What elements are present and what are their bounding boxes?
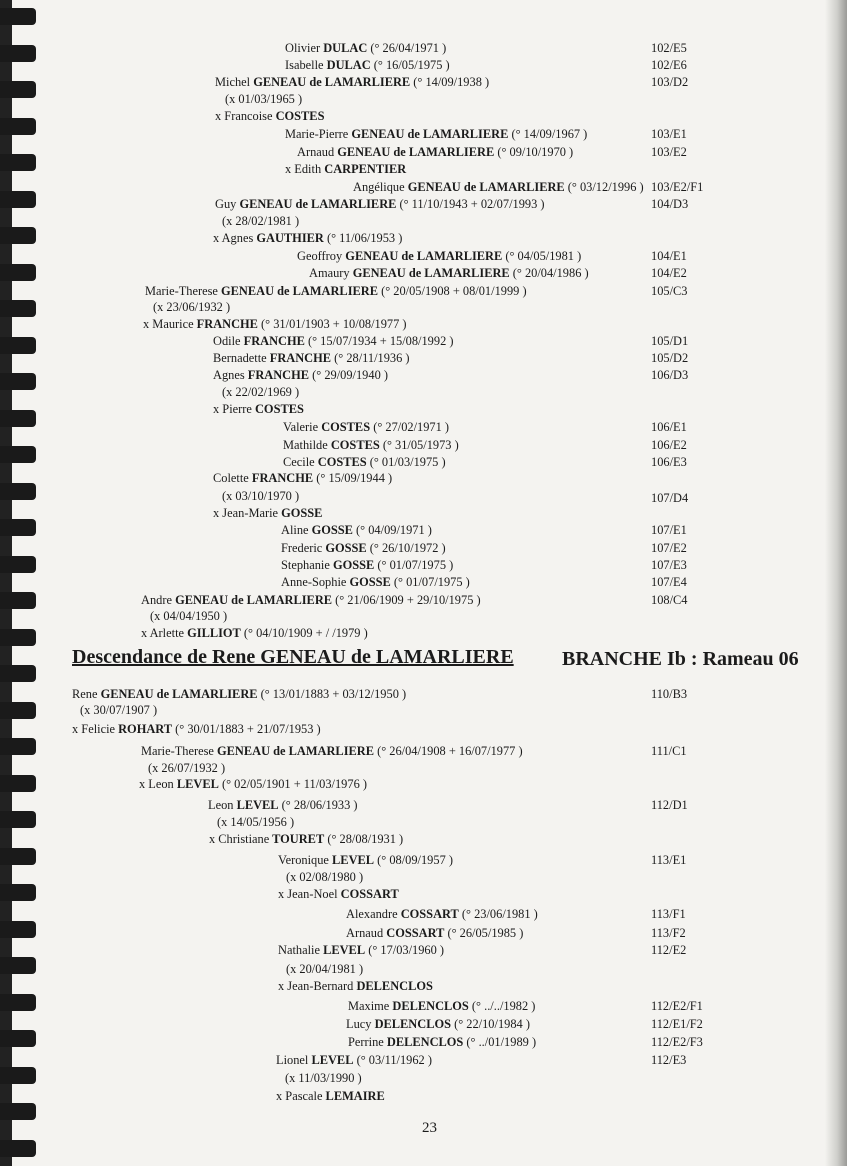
- life-dates: (° 14/09/1967 ): [508, 127, 588, 141]
- family-name: DELENCLOS: [383, 1035, 464, 1049]
- genealogy-entry: [72, 721, 321, 737]
- family-name: COSSART: [397, 907, 459, 921]
- marriage-prefix: x: [72, 722, 82, 736]
- family-name: GENEAU de LAMARLIERE: [342, 249, 503, 263]
- genealogy-entry: [213, 401, 304, 417]
- marriage-prefix: x: [209, 832, 219, 846]
- family-name: LEVEL: [328, 853, 375, 867]
- genealogy-entry: [297, 144, 573, 160]
- given-name: Christiane: [218, 832, 270, 846]
- genealogy-entry: [215, 74, 489, 90]
- given-name: (x 22/02/1969 ): [222, 385, 300, 399]
- given-name: (x 02/08/1980 ): [286, 870, 364, 884]
- family-name: FRANCHE: [248, 471, 314, 485]
- given-name: (x 30/07/1907 ): [80, 703, 158, 717]
- given-name: Agnes: [213, 368, 245, 382]
- given-name: Leon: [148, 777, 174, 791]
- given-name: Arnaud: [346, 926, 384, 940]
- genealogy-entry: [141, 743, 523, 759]
- life-dates: (° 26/05/1985 ): [444, 926, 524, 940]
- marriage-prefix: x: [213, 506, 223, 520]
- given-name: (x 03/10/1970 ): [222, 489, 300, 503]
- family-name: GENEAU de LAMARLIERE: [349, 266, 510, 280]
- genealogy-reference: 105/D1: [651, 334, 689, 348]
- given-name: Lucy: [346, 1017, 372, 1031]
- genealogy-entry: [278, 942, 444, 958]
- family-name: GENEAU de LAMARLIERE: [171, 593, 333, 607]
- family-name: DULAC: [323, 58, 371, 72]
- genealogy-entry: [278, 886, 399, 902]
- genealogy-reference: 110/B3: [651, 687, 688, 701]
- family-name: LEVEL: [308, 1053, 354, 1067]
- given-name: Edith: [294, 162, 322, 176]
- genealogy-entry: [346, 925, 523, 941]
- family-name: GAUTHIER: [253, 231, 324, 245]
- genealogy-reference: 106/E2: [651, 438, 687, 452]
- given-name: Pierre: [222, 402, 252, 416]
- genealogy-entry: [213, 367, 388, 383]
- genealogy-entry: [281, 574, 470, 590]
- genealogy-reference: 112/D1: [651, 798, 688, 812]
- life-dates: (° 03/12/1996 ): [564, 180, 644, 194]
- life-dates: (° 21/06/1909 + 29/10/1975 ): [332, 593, 481, 607]
- given-name: Alexandre: [346, 907, 398, 921]
- genealogy-reference: 106/E3: [651, 455, 687, 469]
- family-name: DELENCLOS: [371, 1017, 451, 1031]
- given-name: Arlette: [149, 626, 185, 640]
- given-name: Anne-Sophie: [281, 575, 347, 589]
- given-name: Leon: [208, 798, 234, 812]
- family-name: GENEAU de LAMARLIERE: [250, 75, 411, 89]
- genealogy-entry: [283, 454, 446, 470]
- given-name: Guy: [215, 197, 237, 211]
- given-name: Cecile: [283, 455, 315, 469]
- life-dates: (° 20/04/1986 ): [509, 266, 589, 280]
- given-name: Isabelle: [285, 58, 324, 72]
- life-dates: (° 20/05/1908 + 08/01/1999 ): [378, 284, 527, 298]
- given-name: Olivier: [285, 41, 321, 55]
- given-name: (x 23/06/1932 ): [153, 300, 231, 314]
- marriage-prefix: x: [278, 887, 288, 901]
- marriage-prefix: x: [276, 1089, 286, 1103]
- genealogy-reference: 102/E6: [651, 58, 687, 72]
- genealogy-reference: 104/E2: [651, 266, 687, 280]
- genealogy-reference: 105/D2: [651, 351, 689, 365]
- page-number: 23: [422, 1120, 437, 1136]
- section-title: Descendance de Rene GENEAU de LAMARLIERE: [72, 646, 514, 668]
- marriage-prefix: x: [285, 162, 295, 176]
- family-name: GOSSE: [278, 506, 323, 520]
- family-name: FRANCHE: [266, 351, 332, 365]
- genealogy-entry: [213, 470, 392, 486]
- life-dates: (° 01/07/1975 ): [374, 558, 454, 572]
- family-name: DELENCLOS: [389, 999, 469, 1013]
- marriage-prefix: x: [139, 777, 149, 791]
- given-name: Veronique: [278, 853, 329, 867]
- given-name: Lionel: [276, 1053, 309, 1067]
- life-dates: (° 28/06/1933 ): [278, 798, 358, 812]
- genealogy-entry: [213, 333, 454, 349]
- genealogy-entry: [278, 978, 433, 994]
- family-name: LEMAIRE: [322, 1089, 385, 1103]
- genealogy-reference: 113/F1: [651, 907, 686, 921]
- genealogy-entry: [80, 702, 157, 718]
- life-dates: (° 17/03/1960 ): [365, 943, 445, 957]
- genealogy-entry: [222, 384, 299, 400]
- life-dates: (° 04/09/1971 ): [352, 523, 432, 537]
- family-name: GENEAU de LAMARLIERE: [213, 744, 374, 758]
- family-name: GENEAU de LAMARLIERE: [236, 197, 397, 211]
- family-name: GENEAU de LAMARLIERE: [97, 687, 258, 701]
- family-name: GILLIOT: [184, 626, 241, 640]
- given-name: Michel: [215, 75, 251, 89]
- life-dates: (° 01/07/1975 ): [390, 575, 470, 589]
- genealogy-reference: 103/E1: [651, 127, 687, 141]
- life-dates: (° 26/10/1972 ): [366, 541, 446, 555]
- life-dates: (° 26/04/1971 ): [367, 41, 447, 55]
- life-dates: (° 29/09/1940 ): [309, 368, 388, 382]
- marriage-prefix: x: [213, 231, 222, 245]
- given-name: Marie-Therese: [141, 744, 214, 758]
- given-name: Rene: [72, 687, 98, 701]
- life-dates: (° 03/11/1962 ): [353, 1053, 432, 1067]
- genealogy-reference: 108/C4: [651, 593, 688, 607]
- genealogy-reference: 106/E1: [651, 420, 687, 434]
- given-name: Maxime: [348, 999, 390, 1013]
- given-name: Perrine: [348, 1035, 384, 1049]
- family-name: COSTES: [318, 420, 371, 434]
- family-name: COSSART: [383, 926, 445, 940]
- family-name: DELENCLOS: [353, 979, 433, 993]
- genealogy-reference: 112/E2/F3: [651, 1035, 703, 1049]
- family-name: GOSSE: [329, 558, 375, 572]
- given-name: (x 11/03/1990 ): [285, 1071, 362, 1085]
- genealogy-reference: 112/E1/F2: [651, 1017, 703, 1031]
- genealogy-reference: 103/E2/F1: [651, 180, 704, 194]
- genealogy-entry: [281, 557, 453, 573]
- family-name: GENEAU de LAMARLIERE: [217, 284, 378, 298]
- life-dates: (° 26/04/1908 + 16/07/1977 ): [374, 744, 523, 758]
- given-name: Jean-Bernard: [287, 979, 354, 993]
- genealogy-entry: [141, 592, 481, 608]
- genealogy-entry: [215, 108, 324, 124]
- genealogy-entry: [353, 179, 644, 195]
- given-name: (x 26/07/1932 ): [148, 761, 226, 775]
- family-name: CARPENTIER: [321, 162, 407, 176]
- given-name: Aline: [281, 523, 309, 537]
- genealogy-entry: [283, 419, 449, 435]
- genealogy-entry: [141, 625, 368, 641]
- genealogy-reference: 112/E2/F1: [651, 999, 703, 1013]
- life-dates: (° 23/06/1981 ): [458, 907, 538, 921]
- given-name: Marie-Pierre: [285, 127, 349, 141]
- genealogy-entry: [285, 40, 446, 56]
- genealogy-entry: [213, 230, 402, 246]
- genealogy-entry: [309, 265, 589, 281]
- given-name: Arnaud: [297, 145, 335, 159]
- family-name: LEVEL: [173, 777, 219, 791]
- genealogy-entry: [215, 196, 545, 212]
- marriage-prefix: x: [215, 109, 225, 123]
- given-name: Colette: [213, 471, 249, 485]
- genealogy-reference: 113/E1: [651, 853, 687, 867]
- genealogy-reference: 103/E2: [651, 145, 687, 159]
- given-name: Angélique: [353, 180, 405, 194]
- genealogy-reference: 106/D3: [651, 368, 689, 382]
- genealogy-reference: 112/E3: [651, 1053, 687, 1067]
- genealogy-entry: [283, 437, 459, 453]
- given-name: Valerie: [283, 420, 319, 434]
- family-name: GOSSE: [346, 575, 391, 589]
- given-name: Geoffroy: [297, 249, 343, 263]
- family-name: COSTES: [272, 109, 325, 123]
- genealogy-reference: 112/E2: [651, 943, 687, 957]
- genealogy-reference: 104/E1: [651, 249, 687, 263]
- given-name: Pascale: [285, 1089, 323, 1103]
- given-name: Felicie: [81, 722, 116, 736]
- marriage-prefix: x: [141, 626, 150, 640]
- family-name: COSTES: [251, 402, 304, 416]
- genealogy-entry: [213, 350, 410, 366]
- marriage-prefix: x: [213, 402, 223, 416]
- genealogy-entry: [209, 831, 403, 847]
- genealogy-entry: [348, 1034, 536, 1050]
- genealogy-entry: [213, 505, 322, 521]
- given-name: Jean-Marie: [222, 506, 279, 520]
- family-name: GOSSE: [308, 523, 353, 537]
- family-name: GENEAU de LAMARLIERE: [334, 145, 495, 159]
- life-dates: (° 28/11/1936 ): [331, 351, 410, 365]
- genealogy-entry: [281, 540, 446, 556]
- life-dates: (° 27/02/1971 ): [370, 420, 450, 434]
- genealogy-entry: [285, 57, 450, 73]
- given-name: Mathilde: [283, 438, 328, 452]
- life-dates: (° 31/01/1903 + 10/08/1977 ): [257, 317, 407, 331]
- genealogy-entry: [281, 522, 432, 538]
- life-dates: (° 04/05/1981 ): [502, 249, 582, 263]
- genealogy-entry: [278, 852, 453, 868]
- family-name: FRANCHE: [240, 334, 305, 348]
- family-name: FRANCHE: [193, 317, 258, 331]
- family-name: ROHART: [115, 722, 173, 736]
- given-name: Odile: [213, 334, 241, 348]
- given-name: Jean-Noel: [287, 887, 338, 901]
- given-name: Bernadette: [213, 351, 267, 365]
- genealogy-entry: [297, 248, 581, 264]
- given-name: Stephanie: [281, 558, 330, 572]
- genealogy-reference: 104/D3: [651, 197, 689, 211]
- given-name: Andre: [141, 593, 172, 607]
- life-dates: (° 15/09/1944 ): [313, 471, 393, 485]
- genealogy-entry: [139, 776, 367, 792]
- genealogy-entry: [150, 608, 227, 624]
- family-name: COSSART: [337, 887, 399, 901]
- family-name: LEVEL: [319, 943, 366, 957]
- given-name: Amaury: [309, 266, 350, 280]
- life-dates: (° 02/05/1901 + 11/03/1976 ): [218, 777, 367, 791]
- genealogy-entry: [285, 126, 587, 142]
- genealogy-entry: [222, 488, 299, 504]
- genealogy-entry: [225, 91, 302, 107]
- genealogy-reference: 113/F2: [651, 926, 686, 940]
- life-dates: (° 31/05/1973 ): [379, 438, 459, 452]
- family-name: LEVEL: [233, 798, 279, 812]
- genealogy-entry: [348, 998, 535, 1014]
- given-name: (x 20/04/1981 ): [286, 962, 364, 976]
- life-dates: (° 13/01/1883 + 03/12/1950 ): [257, 687, 407, 701]
- family-name: GENEAU de LAMARLIERE: [348, 127, 509, 141]
- genealogy-reference: 107/E3: [651, 558, 687, 572]
- given-name: (x 04/04/1950 ): [150, 609, 228, 623]
- genealogy-entry: [346, 1016, 530, 1032]
- life-dates: (° 28/08/1931 ): [324, 832, 404, 846]
- life-dates: (° 15/07/1934 + 15/08/1992 ): [304, 334, 454, 348]
- genealogy-reference: 107/D4: [651, 491, 689, 505]
- marriage-prefix: x: [278, 979, 288, 993]
- life-dates: (° ../01/1989 ): [463, 1035, 537, 1049]
- given-name: (x 01/03/1965 ): [225, 92, 303, 106]
- genealogy-entry: [143, 316, 407, 332]
- genealogy-entry: [145, 283, 527, 299]
- life-dates: (° 01/03/1975 ): [366, 455, 446, 469]
- genealogy-reference: 107/E4: [651, 575, 687, 589]
- genealogy-entry: [208, 797, 358, 813]
- given-name: Francoise: [224, 109, 273, 123]
- genealogy-entry: [346, 906, 538, 922]
- genealogy-reference: 107/E2: [651, 541, 687, 555]
- genealogy-reference: 102/E5: [651, 41, 687, 55]
- given-name: Agnes: [221, 231, 254, 245]
- genealogy-entry: [222, 213, 299, 229]
- given-name: (x 28/02/1981 ): [222, 214, 300, 228]
- genealogy-entry: [286, 961, 363, 977]
- life-dates: (° 04/10/1909 + / /1979 ): [240, 626, 368, 640]
- genealogy-reference: 105/C3: [651, 284, 688, 298]
- genealogy-entry: [153, 299, 230, 315]
- genealogy-entry: [217, 814, 294, 830]
- genealogy-entry: [285, 161, 406, 177]
- life-dates: (° 30/01/1883 + 21/07/1953 ): [172, 722, 321, 736]
- family-name: FRANCHE: [244, 368, 310, 382]
- genealogy-entry: [148, 760, 225, 776]
- genealogy-entry: [276, 1088, 385, 1104]
- genealogy-entry: [286, 869, 363, 885]
- life-dates: (° 22/10/1984 ): [451, 1017, 530, 1031]
- family-name: COSTES: [327, 438, 380, 452]
- life-dates: (° 11/06/1953 ): [323, 231, 403, 245]
- life-dates: (° 14/09/1938 ): [410, 75, 490, 89]
- given-name: Nathalie: [278, 943, 320, 957]
- genealogy-entry: [285, 1070, 362, 1086]
- life-dates: (° 16/05/1975 ): [370, 58, 450, 72]
- genealogy-reference: 111/C1: [651, 744, 687, 758]
- given-name: (x 14/05/1956 ): [217, 815, 295, 829]
- family-name: GOSSE: [322, 541, 367, 555]
- life-dates: (° 11/10/1943 + 02/07/1993 ): [396, 197, 545, 211]
- family-name: DULAC: [320, 41, 368, 55]
- life-dates: (° ../../1982 ): [468, 999, 536, 1013]
- genealogy-reference: 107/E1: [651, 523, 687, 537]
- life-dates: (° 08/09/1957 ): [374, 853, 453, 867]
- given-name: Maurice: [152, 317, 194, 331]
- genealogy-reference: 103/D2: [651, 75, 689, 89]
- genealogy-entry: [72, 686, 406, 702]
- given-name: Frederic: [281, 541, 323, 555]
- given-name: Marie-Therese: [145, 284, 218, 298]
- branch-heading: BRANCHE Ib : Rameau 06: [562, 648, 799, 670]
- marriage-prefix: x: [143, 317, 153, 331]
- life-dates: (° 09/10/1970 ): [494, 145, 574, 159]
- family-name: GENEAU de LAMARLIERE: [404, 180, 565, 194]
- genealogy-entry: [276, 1052, 432, 1068]
- family-name: TOURET: [269, 832, 325, 846]
- family-name: COSTES: [314, 455, 367, 469]
